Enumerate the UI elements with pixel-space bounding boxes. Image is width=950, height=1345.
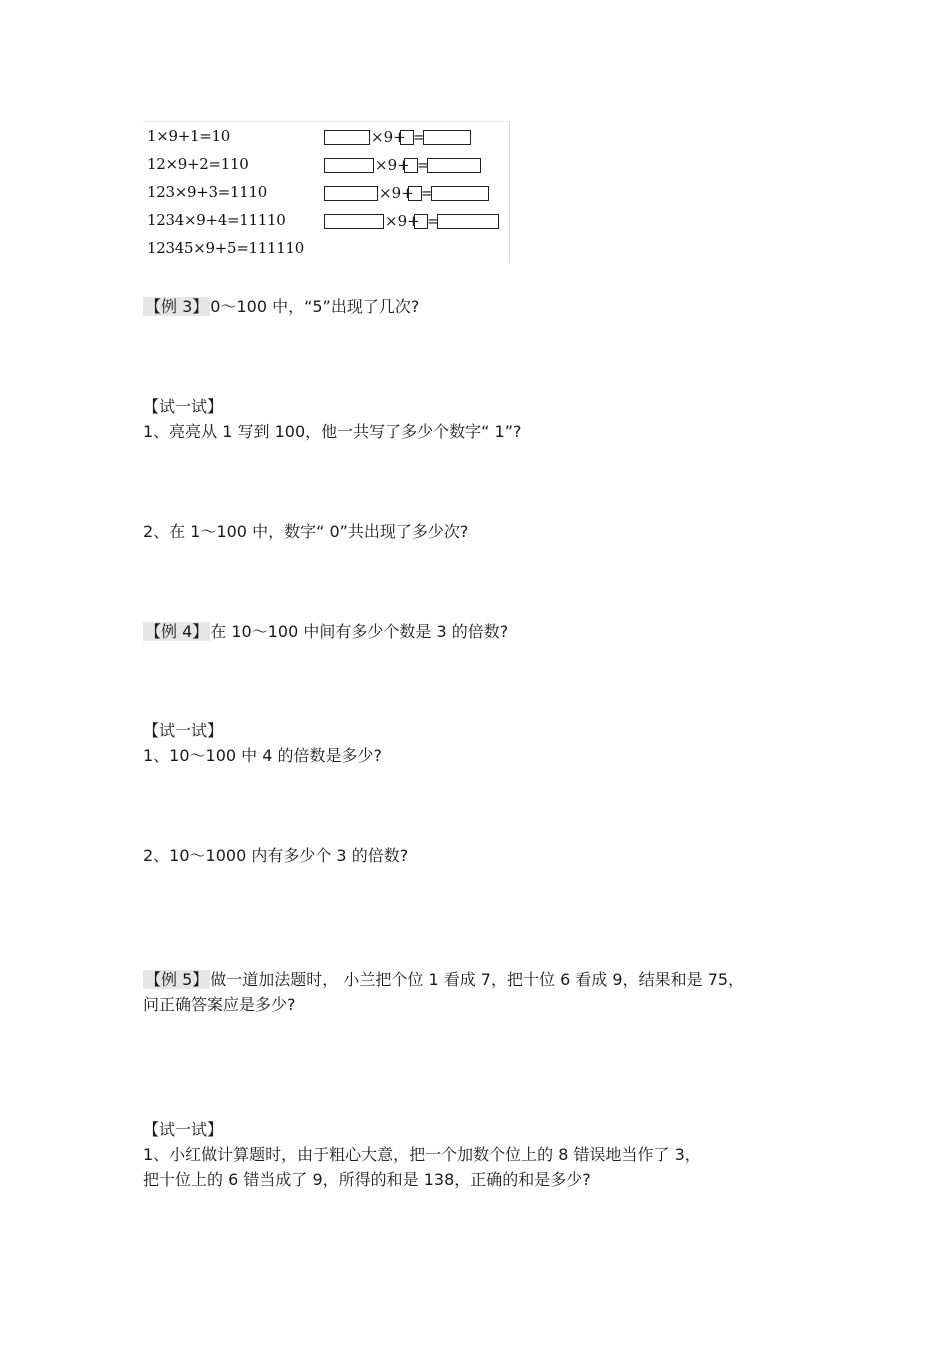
equals-text: = <box>413 128 426 146</box>
blank-box-small <box>414 214 428 229</box>
example-4-tag: 【例 4】 <box>145 622 209 641</box>
blank-box-result <box>423 130 471 145</box>
equals-text: = <box>421 184 434 202</box>
mult-text: ×9+ <box>379 184 414 202</box>
example-3-tag: 【例 3】 <box>145 297 209 316</box>
equation-4: 1234×9+4=11110 <box>147 211 286 229</box>
try-2-question-2: 2、10～1000 内有多少个 3 的倍数? <box>143 846 409 865</box>
pattern-figure <box>143 121 510 263</box>
blank-box <box>324 214 384 229</box>
mult-text: ×9+ <box>371 128 406 146</box>
blank-box <box>324 130 370 145</box>
example-5-tag: 【例 5】 <box>145 970 209 989</box>
try-1-question-2: 2、在 1～100 中，数字“ 0”共出现了多少次? <box>143 522 469 541</box>
try-1-question-1: 1、亮亮从 1 写到 100，他一共写了多少个数字“ 1”? <box>143 422 522 441</box>
example-5 <box>143 967 744 990</box>
example-3 <box>143 294 419 317</box>
equation-1: 1×9+1=10 <box>147 127 231 145</box>
blank-box <box>324 186 378 201</box>
example-4-text: 在 10～100 中间有多少个数是 3 的倍数? <box>210 622 509 641</box>
try-heading-3: 【试一试】 <box>143 1120 224 1139</box>
mult-text: ×9+ <box>385 212 420 230</box>
equation-3: 123×9+3=1110 <box>147 183 267 201</box>
equation-2: 12×9+2=110 <box>147 155 249 173</box>
mult-text: ×9+ <box>375 156 410 174</box>
example-5-text-line-2: 问正确答案应是多少? <box>143 995 296 1014</box>
blank-box-result <box>431 186 489 201</box>
blank-box-small <box>404 158 418 173</box>
blank-box <box>324 158 374 173</box>
blank-box-small <box>408 186 422 201</box>
example-3-text: 0～100 中，“5”出现了几次? <box>210 297 420 316</box>
try-heading-2: 【试一试】 <box>143 721 224 740</box>
example-4 <box>143 619 508 642</box>
blank-box-result <box>427 158 481 173</box>
try-3-question-1-line-2: 把十位上的 6 错当成了 9，所得的和是 138，正确的和是多少? <box>143 1170 591 1189</box>
try-3-question-1: 1、小红做计算题时，由于粗心大意，把一个加数个位上的 8 错误地当作了 3， <box>143 1145 701 1164</box>
blank-box-small <box>400 130 414 145</box>
example-5-text: 做一道加法题时， 小兰把个位 1 看成 7，把十位 6 看成 9，结果和是 75， <box>210 970 745 989</box>
try-2-question-1: 1、10～100 中 4 的倍数是多少? <box>143 746 383 765</box>
blank-box-result <box>437 214 499 229</box>
equals-text: = <box>417 156 430 174</box>
equation-5: 12345×9+5=111110 <box>147 239 304 257</box>
try-heading-1: 【试一试】 <box>143 397 224 416</box>
equals-text: = <box>427 212 440 230</box>
